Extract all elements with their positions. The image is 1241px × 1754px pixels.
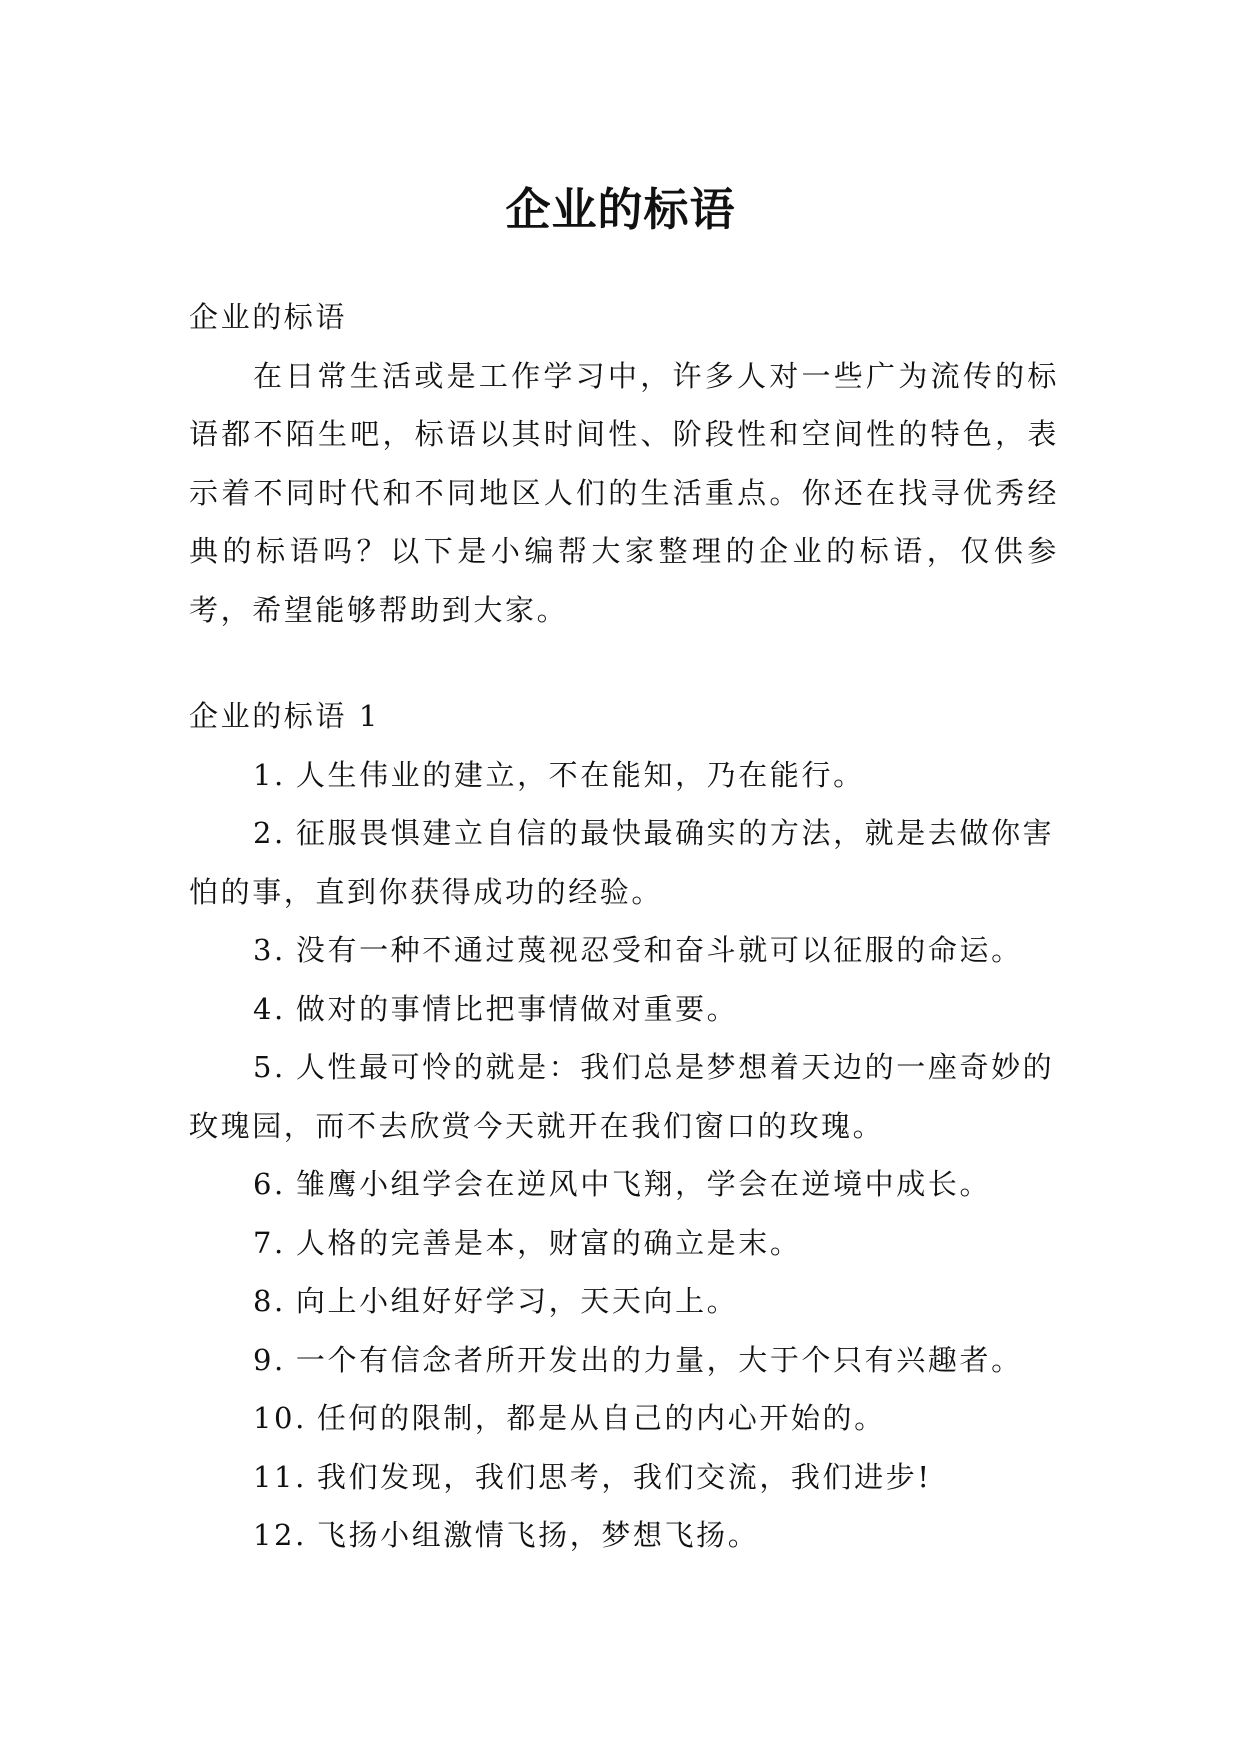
item-number: 1. <box>253 757 286 792</box>
list-item <box>189 1272 1059 1331</box>
slogan-list <box>189 746 1059 1565</box>
item-text: 我们发现，我们思考，我们交流，我们进步! <box>316 1459 932 1494</box>
item-text: 一个有信念者所开发出的力量，大于个只有兴趣者。 <box>295 1342 1023 1377</box>
list-item <box>189 1389 1059 1448</box>
item-text: 人生伟业的建立，不在能知，乃在能行。 <box>295 757 865 792</box>
list-item <box>189 921 1059 980</box>
section-title: 企业的标语 1 <box>189 699 380 733</box>
list-item <box>189 746 1059 805</box>
intro-paragraph: 在日常生活或是工作学习中，许多人对一些广为流传的标语都不陌生吧，标语以其时间性、阶段性和空间性的特色，表示着不同时代和不同地区人们的生活重点。你还在找寻优秀经典的标语吗？以下是小编帮大家整理的企业的标语，仅供参考，希望能够帮助到大家。 <box>189 358 1059 627</box>
subtitle: 企业的标语 <box>189 300 348 334</box>
item-number: 7. <box>253 1225 286 1260</box>
item-number: 9. <box>253 1342 286 1377</box>
document-title: 企业的标语 <box>505 183 736 237</box>
item-number: 5. <box>253 1050 286 1084</box>
list-item <box>189 1038 1059 1155</box>
item-text: 向上小组好好学习，天天向上。 <box>295 1284 739 1318</box>
spacer <box>189 639 1059 687</box>
item-text: 任何的限制，都是从自己的内心开始的。 <box>316 1401 886 1435</box>
item-number: 12. <box>253 1518 307 1552</box>
list-item <box>189 804 1059 921</box>
item-number: 2. <box>253 816 286 850</box>
list-item <box>189 1506 1059 1565</box>
list-item <box>189 1448 1059 1507</box>
item-number: 10. <box>253 1401 307 1435</box>
item-text: 做对的事情比把事情做对重要。 <box>295 991 739 1026</box>
item-number: 3. <box>253 933 286 967</box>
item-text: 人性最可怜的就是：我们总是梦想着天边的一座奇妙的玫瑰园，而不去欣赏今天就开在我们窗口的玫瑰。 <box>189 1050 1055 1143</box>
list-item <box>189 1155 1059 1214</box>
item-number: 6. <box>253 1167 286 1201</box>
item-text: 飞扬小组激情飞扬，梦想飞扬。 <box>316 1518 760 1552</box>
list-item <box>189 1331 1059 1390</box>
item-number: 11. <box>253 1459 307 1494</box>
item-text: 雏鹰小组学会在逆风中飞翔，学会在逆境中成长。 <box>295 1167 992 1201</box>
list-item <box>189 980 1059 1039</box>
item-number: 4. <box>253 991 286 1026</box>
item-text: 征服畏惧建立自信的最快最确实的方法，就是去做你害怕的事，直到你获得成功的经验。 <box>189 816 1055 909</box>
item-text: 没有一种不通过蔑视忍受和奋斗就可以征服的命运。 <box>295 933 1023 967</box>
list-item <box>189 1214 1059 1273</box>
document-body <box>189 288 1059 1565</box>
item-text: 人格的完善是本，财富的确立是末。 <box>295 1225 802 1260</box>
item-number: 8. <box>253 1284 286 1318</box>
